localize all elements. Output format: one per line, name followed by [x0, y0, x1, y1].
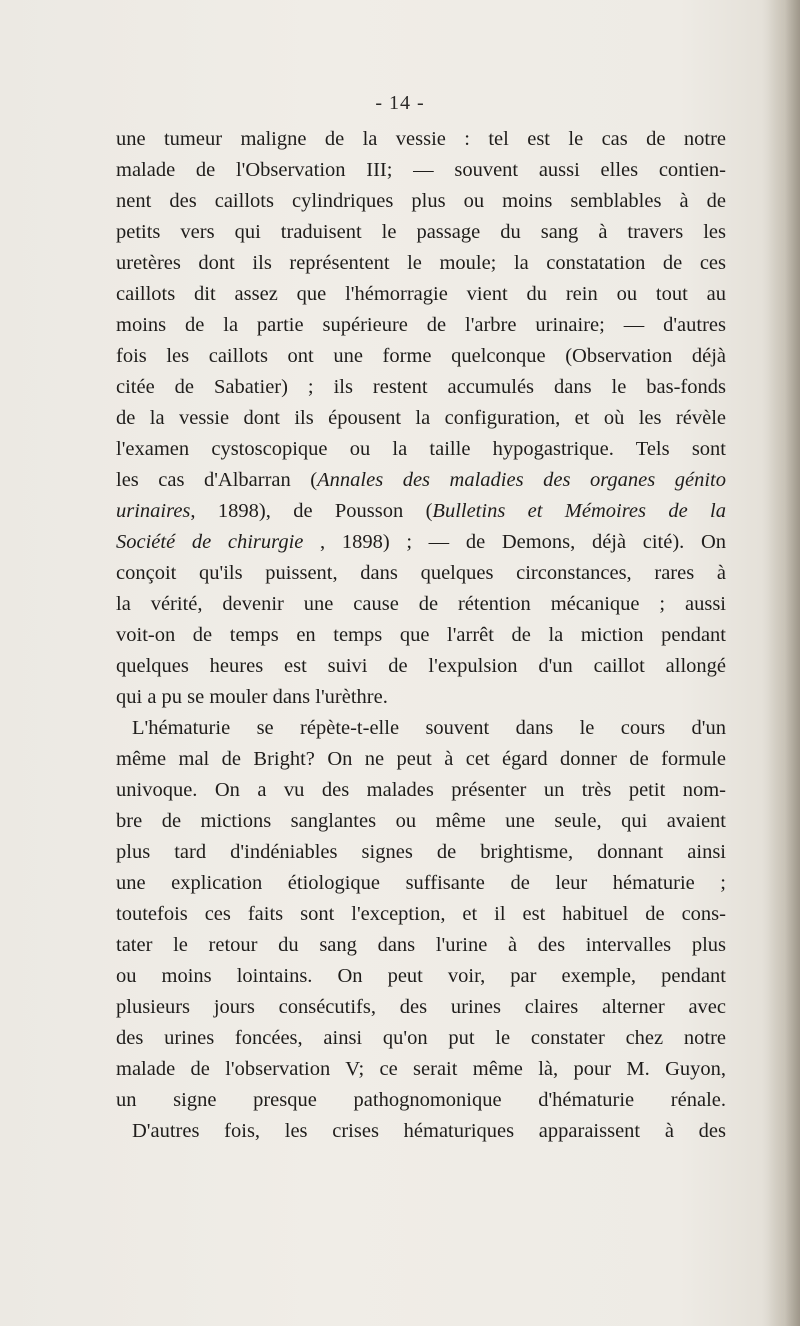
text-line	[116, 465, 726, 496]
text-line: moins de la partie supérieure de l'arbre urinaire; — d'autres	[116, 314, 726, 336]
text-line: l'examen cystoscopique ou la taille hypogastrique. Tels sont	[116, 438, 726, 460]
text-line: la vérité, devenir une cause de rétention mécanique ; aussi	[116, 593, 726, 615]
text-line: des urines foncées, ainsi qu'on put le constater chez notre	[116, 1027, 726, 1049]
text-fragment: les cas d'Albarran (	[116, 469, 318, 491]
text-line: uretères dont ils représentent le moule; la constatation de ces	[116, 252, 726, 274]
text-line: qui a pu se mouler dans l'urèthre.	[116, 686, 388, 708]
text-line: conçoit qu'ils puissent, dans quelques circonstances, rares à	[116, 562, 726, 584]
text-line: ou moins lointains. On peut voir, par exemple, pendant	[116, 965, 726, 987]
italic-title: Société de chirurgie	[116, 531, 304, 553]
text-line: petits vers qui traduisent le passage du sang à travers les	[116, 221, 726, 243]
text-line: malade de l'Observation III; — souvent aussi elles contien-	[116, 159, 726, 181]
text-fragment: , 1898) ; — de Demons, déjà cité). On	[303, 531, 726, 553]
body-text	[116, 124, 726, 1147]
text-line: bre de mictions sanglantes ou même une seule, qui avaient	[116, 810, 726, 832]
text-line: plus tard d'indéniables signes de brightisme, donnant ainsi	[116, 841, 726, 863]
text-line: un signe presque pathognomonique d'hématurie rénale.	[116, 1089, 726, 1111]
text-line: voit-on de temps en temps que l'arrêt de la miction pendant	[116, 624, 726, 646]
page-number-header: - 14 -	[375, 92, 425, 114]
text-line	[116, 496, 726, 527]
text-line: plusieurs jours consécutifs, des urines claires alterner avec	[116, 996, 726, 1018]
text-line: de la vessie dont ils épousent la configuration, et où les révèle	[116, 407, 726, 429]
text-line: univoque. On a vu des malades présenter un très petit nom-	[116, 779, 726, 801]
text-line	[116, 527, 726, 558]
text-line: D'autres fois, les crises hématuriques apparaissent à des	[132, 1120, 726, 1142]
italic-title: Annales des maladies des organes génito	[317, 469, 726, 491]
text-line: même mal de Bright? On ne peut à cet égard donner de formule	[116, 748, 726, 770]
text-line: quelques heures est suivi de l'expulsion d'un caillot allongé	[116, 655, 726, 677]
italic-title: Bulletins et Mémoires de la	[432, 500, 726, 522]
text-line: L'hématurie se répète-t-elle souvent dans le cours d'un	[132, 717, 726, 739]
text-line: tater le retour du sang dans l'urine à des intervalles plus	[116, 934, 726, 956]
text-fragment: , 1898), de Pousson (	[190, 500, 433, 522]
text-line: caillots dit assez que l'hémorragie vient du rein ou tout au	[116, 283, 726, 305]
italic-title: urinaires	[116, 500, 191, 522]
text-line: malade de l'observation V; ce serait même là, pour M. Guyon,	[116, 1058, 726, 1080]
text-line: une explication étiologique suffisante de leur hématurie ;	[116, 872, 726, 894]
text-line: toutefois ces faits sont l'exception, et il est habituel de cons-	[116, 903, 726, 925]
text-line: une tumeur maligne de la vessie : tel est le cas de notre	[116, 128, 726, 150]
text-line: citée de Sabatier) ; ils restent accumulés dans le bas-fonds	[116, 376, 726, 398]
text-line: fois les caillots ont une forme quelconque (Observation déjà	[116, 345, 726, 367]
text-line: nent des caillots cylindriques plus ou moins semblables à de	[116, 190, 726, 212]
page-edge-shadow	[762, 0, 800, 1326]
